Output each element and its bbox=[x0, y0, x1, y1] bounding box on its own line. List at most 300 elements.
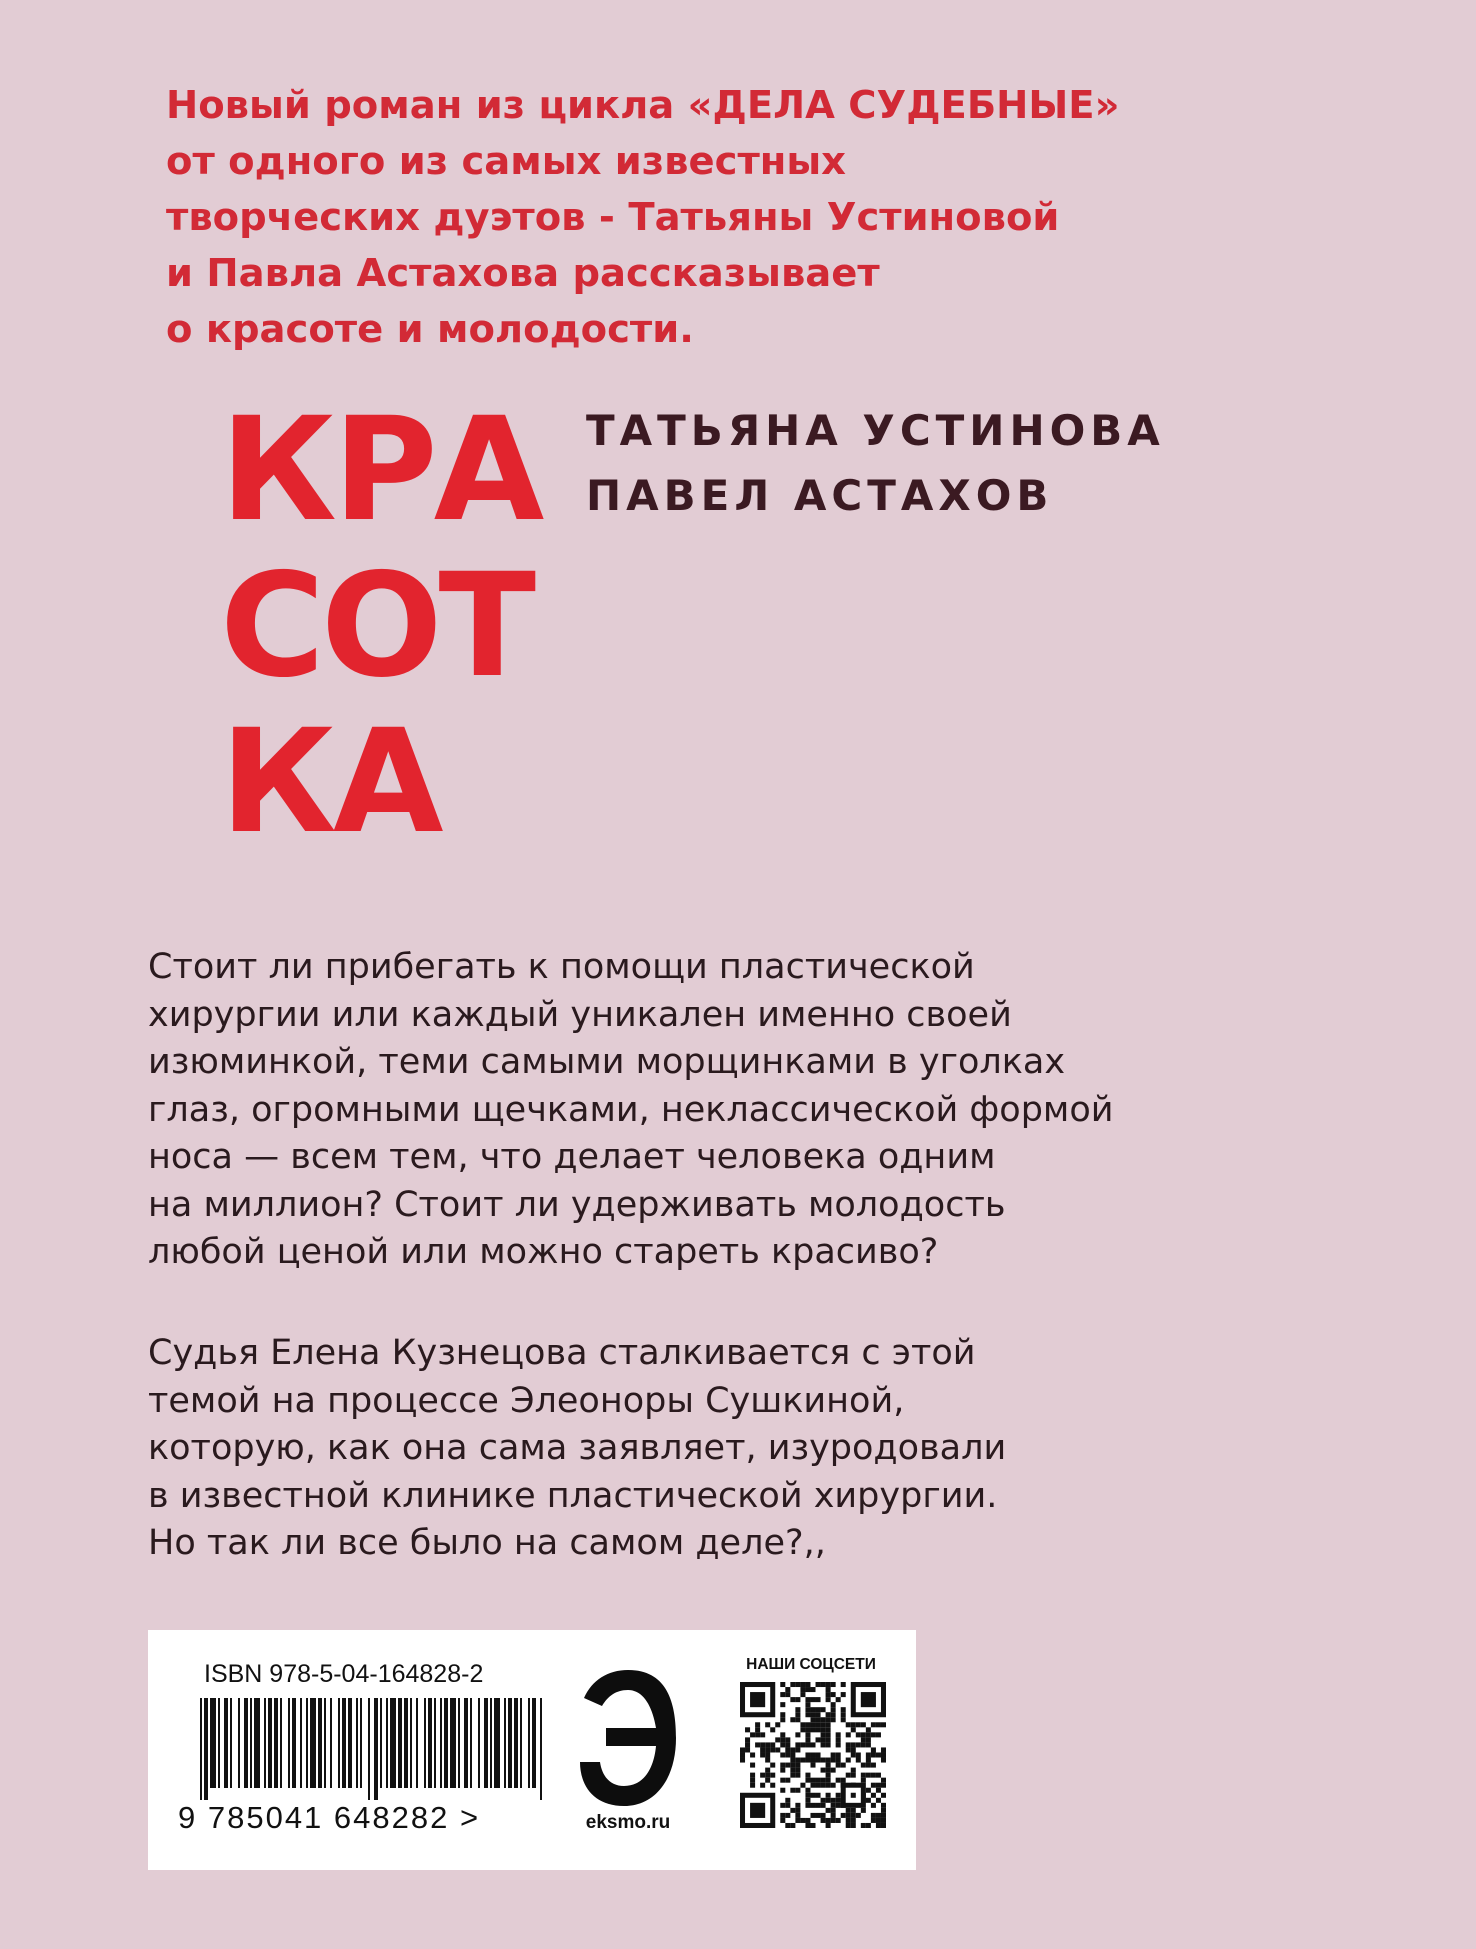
qr-module bbox=[846, 1813, 851, 1818]
description-line: на миллион? Стоит ли удерживать молодость bbox=[148, 1184, 1006, 1225]
barcode-bar bbox=[410, 1698, 412, 1788]
qr-module bbox=[871, 1803, 876, 1808]
qr-module bbox=[790, 1808, 795, 1813]
qr-module bbox=[765, 1742, 770, 1747]
qr-module bbox=[780, 1712, 785, 1717]
qr-module bbox=[831, 1808, 836, 1813]
qr-module bbox=[826, 1682, 831, 1687]
qr-module bbox=[846, 1722, 851, 1727]
qr-module bbox=[821, 1732, 826, 1737]
qr-module bbox=[846, 1732, 851, 1737]
qr-module bbox=[750, 1752, 755, 1757]
qr-module bbox=[805, 1727, 810, 1732]
qr-module bbox=[876, 1823, 881, 1828]
qr-module bbox=[856, 1752, 861, 1757]
isbn-text: ISBN 978-5-04-164828-2 bbox=[204, 1660, 484, 1688]
qr-module bbox=[745, 1727, 750, 1732]
barcode-bar bbox=[540, 1698, 542, 1800]
qr-module bbox=[856, 1742, 861, 1747]
qr-module bbox=[810, 1758, 815, 1763]
authors bbox=[586, 398, 1165, 528]
barcode-image bbox=[200, 1698, 545, 1800]
qr-module bbox=[816, 1722, 821, 1727]
qr-module bbox=[881, 1813, 886, 1818]
qr-module bbox=[800, 1758, 805, 1763]
qr-module bbox=[856, 1758, 861, 1763]
barcode-bar bbox=[230, 1698, 232, 1788]
qr-module bbox=[785, 1798, 790, 1803]
qr-module bbox=[826, 1692, 831, 1697]
qr-module bbox=[841, 1682, 846, 1687]
qr-module bbox=[765, 1758, 770, 1763]
qr-module bbox=[785, 1813, 790, 1818]
qr-module bbox=[861, 1778, 866, 1783]
qr-module bbox=[821, 1778, 826, 1783]
qr-module bbox=[816, 1697, 821, 1702]
qr-module bbox=[790, 1717, 795, 1722]
barcode-bar bbox=[464, 1698, 468, 1788]
barcode-bar bbox=[520, 1698, 522, 1788]
qr-module bbox=[826, 1722, 831, 1727]
qr-module bbox=[785, 1823, 790, 1828]
qr-module bbox=[810, 1707, 815, 1712]
qr-module bbox=[841, 1712, 846, 1717]
qr-module bbox=[826, 1768, 831, 1773]
qr-module bbox=[871, 1722, 876, 1727]
barcode-bar bbox=[490, 1698, 492, 1788]
qr-module bbox=[755, 1722, 760, 1727]
qr-module bbox=[805, 1742, 810, 1747]
description-line: изюминкой, теми самыми морщинками в уголках bbox=[148, 1042, 1066, 1082]
qr-module bbox=[760, 1752, 765, 1757]
qr-module bbox=[826, 1823, 831, 1828]
qr-module bbox=[881, 1803, 886, 1808]
qr-module bbox=[841, 1717, 846, 1722]
barcode-bar bbox=[218, 1698, 220, 1788]
qr-module bbox=[795, 1813, 800, 1818]
qr-module bbox=[866, 1763, 871, 1768]
qr-module bbox=[805, 1793, 810, 1798]
qr-module bbox=[780, 1788, 785, 1793]
description-line: глаз, огромными щечками, неклассической формой bbox=[148, 1089, 1114, 1130]
qr-module bbox=[785, 1687, 790, 1692]
barcode-bar bbox=[342, 1698, 346, 1788]
qr-module bbox=[851, 1773, 856, 1778]
qr-module bbox=[826, 1778, 831, 1783]
barcode-bar bbox=[398, 1698, 402, 1788]
qr-module bbox=[816, 1717, 821, 1722]
qr-module bbox=[881, 1752, 886, 1757]
qr-module bbox=[810, 1687, 815, 1692]
qr-module bbox=[876, 1813, 881, 1818]
qr-module bbox=[861, 1808, 866, 1813]
qr-module bbox=[836, 1818, 841, 1823]
qr-module bbox=[866, 1823, 871, 1828]
qr-module bbox=[826, 1798, 831, 1803]
qr-module bbox=[826, 1773, 831, 1778]
qr-module bbox=[805, 1702, 810, 1707]
qr-module bbox=[805, 1803, 810, 1808]
qr-module bbox=[780, 1682, 785, 1687]
barcode-bar bbox=[380, 1698, 382, 1788]
qr-module bbox=[876, 1752, 881, 1757]
qr-module bbox=[790, 1763, 795, 1768]
qr-module bbox=[866, 1752, 871, 1757]
qr-module bbox=[866, 1737, 871, 1742]
qr-module bbox=[760, 1783, 765, 1788]
qr-module bbox=[826, 1712, 831, 1717]
qr-module bbox=[821, 1758, 826, 1763]
qr-module bbox=[831, 1702, 836, 1707]
qr-module bbox=[846, 1773, 851, 1778]
qr-module bbox=[750, 1763, 755, 1768]
qr-module bbox=[780, 1768, 785, 1773]
qr-module bbox=[826, 1742, 831, 1747]
qr-module bbox=[765, 1747, 770, 1752]
qr-module bbox=[775, 1737, 780, 1742]
qr-module bbox=[821, 1803, 826, 1808]
qr-module bbox=[745, 1747, 750, 1752]
qr-module bbox=[780, 1742, 785, 1747]
barcode-bar bbox=[338, 1698, 340, 1788]
qr-module bbox=[795, 1707, 800, 1712]
qr-module bbox=[810, 1778, 815, 1783]
qr-module bbox=[831, 1712, 836, 1717]
barcode-bar bbox=[238, 1698, 240, 1788]
qr-module bbox=[740, 1747, 745, 1752]
qr-module bbox=[780, 1778, 785, 1783]
qr-module bbox=[805, 1778, 810, 1783]
qr-module bbox=[810, 1752, 815, 1757]
qr-module bbox=[881, 1793, 886, 1798]
qr-module bbox=[785, 1742, 790, 1747]
qr-module bbox=[810, 1803, 815, 1808]
qr-module bbox=[795, 1763, 800, 1768]
barcode-bar bbox=[264, 1698, 266, 1788]
qr-module bbox=[826, 1818, 831, 1823]
qr-module bbox=[861, 1732, 866, 1737]
author-name: ПАВЕЛ АСТАХОВ bbox=[586, 471, 1054, 520]
qr-module bbox=[795, 1773, 800, 1778]
barcode-bar bbox=[268, 1698, 272, 1788]
qr-module bbox=[826, 1763, 831, 1768]
barcode-bar bbox=[440, 1698, 442, 1788]
description-line: любой ценой или можно стареть красиво? bbox=[148, 1232, 939, 1272]
qr-module bbox=[851, 1823, 856, 1828]
qr-module bbox=[821, 1737, 826, 1742]
qr-module bbox=[851, 1742, 856, 1747]
qr-module bbox=[821, 1768, 826, 1773]
qr-module bbox=[780, 1717, 785, 1722]
qr-module bbox=[846, 1818, 851, 1823]
qr-module bbox=[871, 1752, 876, 1757]
qr-module bbox=[836, 1778, 841, 1783]
qr-module bbox=[831, 1798, 836, 1803]
qr-module bbox=[836, 1763, 841, 1768]
qr-module bbox=[841, 1763, 846, 1768]
barcode-bar bbox=[280, 1698, 282, 1788]
qr-module bbox=[831, 1682, 836, 1687]
qr-module bbox=[795, 1732, 800, 1737]
barcode-bar bbox=[348, 1698, 352, 1788]
qr-code-icon bbox=[740, 1682, 886, 1828]
qr-module bbox=[805, 1687, 810, 1692]
qr-module bbox=[846, 1758, 851, 1763]
qr-module bbox=[760, 1732, 765, 1737]
barcode-bar bbox=[254, 1698, 260, 1788]
barcode-bar bbox=[444, 1698, 448, 1788]
qr-module bbox=[861, 1773, 866, 1778]
qr-module bbox=[851, 1818, 856, 1823]
qr-module bbox=[821, 1682, 826, 1687]
qr-module bbox=[805, 1697, 810, 1702]
description-line: которую, как она сама заявляет, изуродовали bbox=[148, 1428, 1007, 1468]
qr-module bbox=[780, 1813, 785, 1818]
qr-module bbox=[821, 1727, 826, 1732]
barcode-bar bbox=[386, 1698, 388, 1788]
qr-module bbox=[800, 1727, 805, 1732]
qr-module bbox=[745, 1737, 750, 1742]
barcode-bar bbox=[324, 1698, 326, 1788]
tagline-line: творческих дуэтов - Татьяны Устиновой bbox=[166, 195, 1060, 240]
barcode-bar bbox=[300, 1698, 302, 1788]
title-line: КА bbox=[220, 698, 440, 865]
qr-module bbox=[785, 1752, 790, 1757]
qr-module bbox=[856, 1813, 861, 1818]
qr-module bbox=[826, 1793, 831, 1798]
qr-module bbox=[795, 1747, 800, 1752]
barcode-bar bbox=[424, 1698, 426, 1788]
qr-module bbox=[831, 1803, 836, 1808]
qr-module bbox=[836, 1793, 841, 1798]
qr-module bbox=[826, 1808, 831, 1813]
qr-module bbox=[805, 1722, 810, 1727]
qr-module bbox=[841, 1692, 846, 1697]
qr-module bbox=[755, 1727, 760, 1732]
qr-module bbox=[810, 1823, 815, 1828]
qr-module bbox=[821, 1798, 826, 1803]
qr-module bbox=[790, 1697, 795, 1702]
qr-module bbox=[881, 1808, 886, 1813]
barcode-bar bbox=[200, 1698, 202, 1800]
qr-module bbox=[765, 1778, 770, 1783]
qr-module bbox=[765, 1752, 770, 1757]
barcode-bar bbox=[390, 1698, 396, 1788]
qr-module bbox=[770, 1747, 775, 1752]
qr-module bbox=[800, 1742, 805, 1747]
qr-module bbox=[816, 1813, 821, 1818]
barcode-bar bbox=[416, 1698, 418, 1788]
qr-module bbox=[846, 1747, 851, 1752]
barcode-bar bbox=[356, 1698, 358, 1788]
qr-module bbox=[816, 1682, 821, 1687]
description-line: хирургии или каждый уникален именно своей bbox=[148, 994, 1012, 1035]
qr-module bbox=[841, 1813, 846, 1818]
qr-module bbox=[790, 1823, 795, 1828]
book-title bbox=[220, 386, 541, 865]
barcode-bar bbox=[306, 1698, 308, 1788]
qr-module bbox=[831, 1768, 836, 1773]
qr-module bbox=[780, 1737, 785, 1742]
tagline-line: Новый роман из цикла «ДЕЛА СУДЕБНЫЕ» bbox=[166, 83, 1120, 128]
barcode-bar bbox=[508, 1698, 512, 1788]
social-label: НАШИ СОЦСЕТИ bbox=[746, 1656, 876, 1673]
qr-module bbox=[780, 1752, 785, 1757]
qr-module bbox=[800, 1692, 805, 1697]
qr-module bbox=[836, 1742, 841, 1747]
qr-module bbox=[750, 1732, 755, 1737]
qr-module bbox=[861, 1692, 876, 1707]
barcode-bar bbox=[470, 1698, 472, 1788]
qr-module bbox=[816, 1758, 821, 1763]
qr-module bbox=[750, 1692, 765, 1707]
qr-module bbox=[810, 1727, 815, 1732]
qr-module bbox=[826, 1717, 831, 1722]
qr-module bbox=[866, 1788, 871, 1793]
qr-module bbox=[841, 1707, 846, 1712]
qr-module bbox=[876, 1798, 881, 1803]
qr-module bbox=[861, 1823, 866, 1828]
barcode-bar bbox=[224, 1698, 228, 1788]
qr-module bbox=[795, 1818, 800, 1823]
qr-module bbox=[805, 1682, 810, 1687]
qr-module bbox=[841, 1778, 846, 1783]
qr-module bbox=[790, 1788, 795, 1793]
qr-module bbox=[876, 1773, 881, 1778]
qr-module bbox=[851, 1722, 856, 1727]
qr-module bbox=[790, 1747, 795, 1752]
barcode-info-box bbox=[148, 1630, 916, 1870]
qr-module bbox=[760, 1747, 765, 1752]
qr-module bbox=[826, 1737, 831, 1742]
qr-module bbox=[770, 1742, 775, 1747]
qr-module bbox=[805, 1707, 810, 1712]
qr-module bbox=[836, 1803, 841, 1808]
barcode-bar bbox=[528, 1698, 530, 1788]
qr-module bbox=[775, 1747, 780, 1752]
qr-module bbox=[876, 1818, 881, 1823]
qr-module bbox=[755, 1732, 760, 1737]
qr-module bbox=[810, 1712, 815, 1717]
barcode-bar bbox=[210, 1698, 216, 1788]
qr-module bbox=[805, 1823, 810, 1828]
qr-module bbox=[765, 1773, 770, 1778]
qr-module bbox=[856, 1722, 861, 1727]
qr-module bbox=[831, 1813, 836, 1818]
qr-module bbox=[831, 1818, 836, 1823]
barcode-bar bbox=[458, 1698, 460, 1788]
qr-module bbox=[851, 1793, 856, 1798]
qr-module bbox=[780, 1818, 785, 1823]
barcode-bar bbox=[360, 1698, 362, 1788]
title-line: КРА bbox=[220, 386, 541, 553]
qr-module bbox=[790, 1768, 795, 1773]
qr-module bbox=[780, 1692, 785, 1697]
ean-digits: 9 785041 648282 > bbox=[178, 1800, 481, 1835]
qr-module bbox=[770, 1727, 775, 1732]
barcode-bar bbox=[428, 1698, 432, 1788]
qr-module bbox=[851, 1768, 856, 1773]
qr-module bbox=[810, 1717, 815, 1722]
qr-module bbox=[871, 1813, 876, 1818]
qr-module bbox=[861, 1737, 866, 1742]
qr-module bbox=[810, 1813, 815, 1818]
qr-module bbox=[851, 1747, 856, 1752]
qr-module bbox=[871, 1732, 876, 1737]
qr-module bbox=[881, 1823, 886, 1828]
qr-module bbox=[795, 1768, 800, 1773]
barcode-bar bbox=[514, 1698, 518, 1788]
qr-module bbox=[750, 1803, 765, 1818]
qr-module bbox=[831, 1717, 836, 1722]
qr-module bbox=[810, 1722, 815, 1727]
barcode-bar bbox=[504, 1698, 506, 1788]
qr-module bbox=[826, 1727, 831, 1732]
qr-module bbox=[805, 1732, 810, 1737]
qr-module bbox=[785, 1803, 790, 1808]
qr-module bbox=[821, 1813, 826, 1818]
qr-module bbox=[775, 1722, 780, 1727]
qr-module bbox=[851, 1727, 856, 1732]
description-line: носа — всем тем, что делает человека одним bbox=[148, 1137, 996, 1177]
qr-module bbox=[810, 1783, 815, 1788]
qr-module bbox=[866, 1773, 871, 1778]
qr-module bbox=[805, 1798, 810, 1803]
qr-module bbox=[826, 1732, 831, 1737]
barcode-bar bbox=[484, 1698, 488, 1788]
qr-module bbox=[765, 1768, 770, 1773]
qr-module bbox=[831, 1752, 836, 1757]
qr-module bbox=[810, 1742, 815, 1747]
qr-module bbox=[800, 1722, 805, 1727]
qr-module bbox=[780, 1732, 785, 1737]
description-paragraph-2 bbox=[148, 1330, 1288, 1568]
qr-module bbox=[821, 1818, 826, 1823]
qr-module bbox=[805, 1737, 810, 1742]
qr-module bbox=[816, 1793, 821, 1798]
qr-module bbox=[785, 1778, 790, 1783]
qr-module bbox=[821, 1742, 826, 1747]
eksmo-logo-icon bbox=[580, 1670, 676, 1806]
author-name: ТАТЬЯНА УСТИНОВА bbox=[586, 406, 1165, 455]
qr-module bbox=[785, 1747, 790, 1752]
qr-module bbox=[755, 1742, 760, 1747]
qr-module bbox=[816, 1778, 821, 1783]
qr-module bbox=[760, 1773, 765, 1778]
barcode-bar bbox=[274, 1698, 278, 1788]
description-paragraph-1 bbox=[148, 944, 1288, 1277]
barcode-bar bbox=[310, 1698, 316, 1788]
qr-module bbox=[881, 1747, 886, 1752]
barcode-bar bbox=[250, 1698, 252, 1788]
qr-module bbox=[826, 1687, 831, 1692]
qr-module bbox=[805, 1712, 810, 1717]
qr-module bbox=[790, 1758, 795, 1763]
qr-module bbox=[805, 1758, 810, 1763]
qr-module bbox=[740, 1758, 745, 1763]
qr-module bbox=[871, 1818, 876, 1823]
qr-module bbox=[816, 1707, 821, 1712]
qr-module bbox=[795, 1717, 800, 1722]
barcode-bar bbox=[292, 1698, 296, 1788]
barcode-bar bbox=[494, 1698, 500, 1788]
description-line: в известной клинике пластической хирургии. bbox=[148, 1475, 998, 1516]
qr-module bbox=[816, 1727, 821, 1732]
qr-module bbox=[816, 1803, 821, 1808]
tagline-line: и Павла Астахова рассказывает bbox=[166, 251, 880, 296]
qr-module bbox=[866, 1758, 871, 1763]
qr-module bbox=[856, 1732, 861, 1737]
